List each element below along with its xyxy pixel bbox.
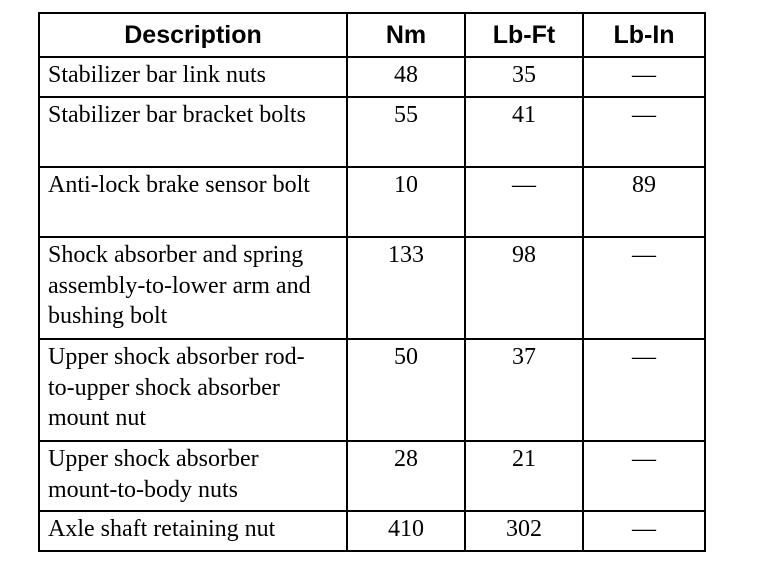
description-cell: [39, 97, 347, 167]
description-text: Upper shock absorber rod-to-upper shock absorber mount nut: [48, 344, 305, 431]
nm-value: 133: [388, 242, 424, 268]
table-row: [39, 339, 705, 441]
lb-ft-value: 35: [512, 62, 536, 88]
lb-in-cell: [583, 511, 705, 551]
lb-ft-cell: [465, 237, 583, 339]
description-text: Axle shaft retaining nut: [48, 516, 276, 542]
lb-in-cell: [583, 441, 705, 511]
lb-ft-cell: [465, 97, 583, 167]
description-cell: [39, 237, 347, 339]
nm-value: 10: [394, 172, 418, 198]
torque-spec-table: [38, 12, 706, 552]
lb-in-cell: [583, 97, 705, 167]
table-header-row: [39, 13, 705, 57]
nm-cell: [347, 237, 465, 339]
lb-in-cell: [583, 237, 705, 339]
description-cell: [39, 167, 347, 237]
table-row: [39, 97, 705, 167]
lb-in-cell: [583, 57, 705, 97]
nm-cell: [347, 339, 465, 441]
column-header-lb-ft: Lb-Ft: [465, 13, 583, 57]
lb-in-value: —: [632, 62, 656, 88]
lb-in-cell: [583, 167, 705, 237]
table-row: [39, 441, 705, 511]
lb-in-value: —: [632, 446, 656, 472]
column-header-nm: Nm: [347, 13, 465, 57]
description-text: Stabilizer bar bracket bolts: [48, 102, 306, 128]
lb-in-value: —: [632, 516, 656, 542]
description-cell: [39, 339, 347, 441]
table-row: [39, 167, 705, 237]
lb-ft-value: 37: [512, 344, 536, 370]
description-text: Anti-lock brake sensor bolt: [48, 172, 310, 198]
description-cell: [39, 57, 347, 97]
lb-ft-cell: [465, 339, 583, 441]
lb-in-value: 89: [632, 172, 656, 198]
nm-cell: [347, 441, 465, 511]
description-text: Stabilizer bar link nuts: [48, 62, 266, 88]
nm-value: 28: [394, 446, 418, 472]
lb-ft-cell: [465, 441, 583, 511]
lb-ft-cell: [465, 511, 583, 551]
table-row: [39, 237, 705, 339]
lb-ft-cell: [465, 167, 583, 237]
nm-cell: [347, 167, 465, 237]
nm-value: 50: [394, 344, 418, 370]
nm-cell: [347, 57, 465, 97]
lb-ft-value: 302: [506, 516, 542, 542]
description-cell: [39, 441, 347, 511]
column-header-description: Description: [39, 13, 347, 57]
column-header-lb-in: Lb-In: [583, 13, 705, 57]
lb-in-value: —: [632, 344, 656, 370]
nm-cell: [347, 97, 465, 167]
lb-ft-value: 98: [512, 242, 536, 268]
lb-in-cell: [583, 339, 705, 441]
description-text: Shock absorber and spring assembly-to-lower arm and bushing bolt: [48, 242, 311, 329]
lb-ft-value: 41: [512, 102, 536, 128]
lb-ft-value: 21: [512, 446, 536, 472]
description-cell: [39, 511, 347, 551]
description-text: Upper shock absorber mount-to-body nuts: [48, 446, 259, 503]
nm-value: 55: [394, 102, 418, 128]
table-row: [39, 57, 705, 97]
table-row: [39, 511, 705, 551]
lb-in-value: —: [632, 242, 656, 268]
nm-cell: [347, 511, 465, 551]
lb-in-value: —: [632, 102, 656, 128]
lb-ft-cell: [465, 57, 583, 97]
nm-value: 48: [394, 62, 418, 88]
lb-ft-value: —: [512, 172, 536, 198]
nm-value: 410: [388, 516, 424, 542]
